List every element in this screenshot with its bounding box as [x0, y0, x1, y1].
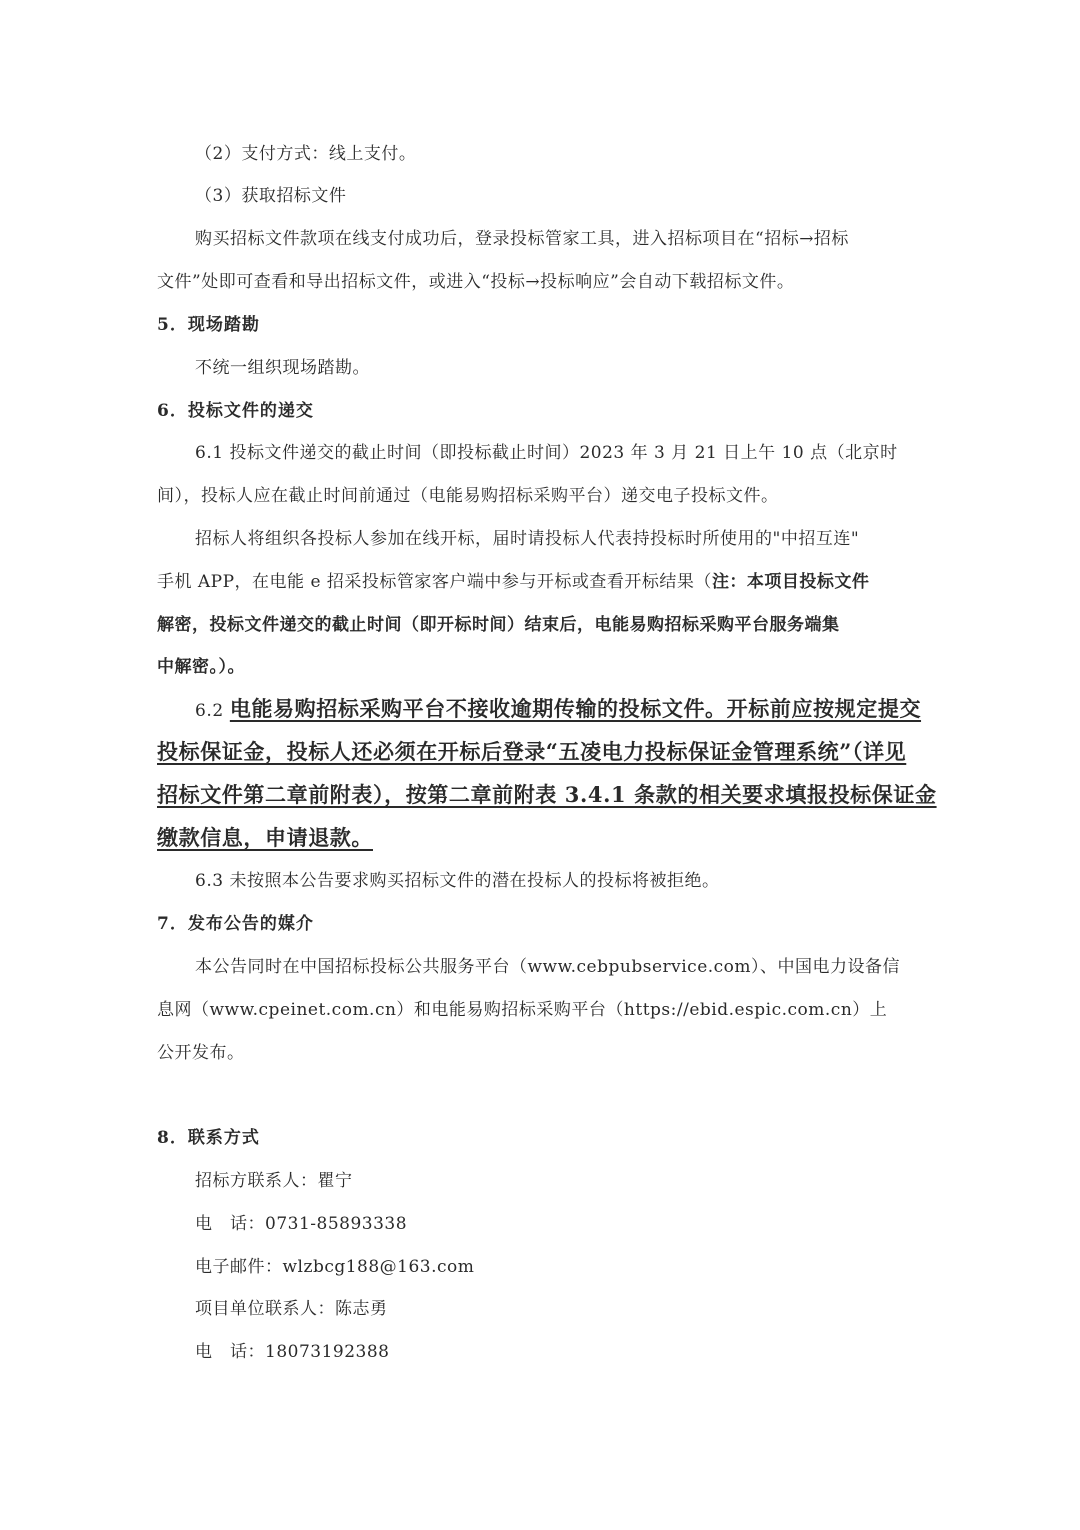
tenderer-contact-label: 招标方联系人： [195, 1171, 318, 1191]
late-submission-text3: 招标文件第二章前附表），按第二章前附表 3.4.1 条款的相关要求填报投标保证金 [157, 782, 937, 807]
payment-method-item: （2）支付方式：线上支付。 [195, 144, 417, 164]
opening-para-line3: 解密，投标文件递交的截止时间（即开标时间）结束后，电能易购招标采购平台服务端集 [157, 615, 840, 635]
deadline-para-line1: 6.1 投标文件递交的截止时间（即投标截止时间）2023 年 3 月 21 日上午 10 点（北京时 [195, 443, 898, 463]
obtain-docs-item: （3）获取招标文件 [195, 186, 347, 206]
late-submission-line2 [157, 736, 917, 768]
late-submission-text4: 缴款信息，申请退款。 [157, 825, 373, 850]
late-submission-prefix: 6.2 [195, 701, 230, 721]
opening-para-line4: 中解密。）。 [157, 657, 245, 677]
obtain-docs-para-line1: 购买招标文件款项在线支付成功后，登录投标管家工具，进入招标项目在“招标→招标 [195, 229, 849, 249]
rejection-para: 6.3 未按照本公告要求购买招标文件的潜在投标人的投标将被拒绝。 [195, 871, 720, 891]
tenderer-email-value: wlzbcg188@163.com [282, 1257, 475, 1277]
tenderer-email [195, 1254, 917, 1280]
project-contact-label: 项目单位联系人： [195, 1299, 335, 1319]
obtain-docs-para-line2: 文件”处即可查看和导出招标文件，或进入“投标→投标响应”会自动下载招标文件。 [157, 272, 795, 292]
opening-para-line1: 招标人将组织各投标人参加在线开标，届时请投标人代表持投标时所使用的"中招互连" [195, 529, 860, 549]
tenderer-contact-name: 瞿宁 [317, 1171, 353, 1191]
tenderer-email-label: 电子邮件： [195, 1257, 283, 1277]
project-contact-name: 陈志勇 [335, 1299, 388, 1319]
tenderer-phone [195, 1211, 917, 1237]
section6-heading: 6．投标文件的递交 [157, 401, 314, 421]
opening-para-note: 注：本项目投标文件 [711, 572, 870, 592]
project-phone-label: 电 话： [195, 1342, 265, 1362]
section5-heading: 5．现场踏勘 [157, 315, 260, 335]
section8-heading: 8．联系方式 [157, 1128, 260, 1148]
section7-heading: 7．发布公告的媒介 [157, 914, 314, 934]
deadline-para-line2: 间），投标人应在截止时间前通过（电能易购招标采购平台）递交电子投标文件。 [157, 486, 779, 506]
media-para-line3: 公开发布。 [157, 1043, 245, 1063]
tenderer-phone-value: 0731-85893338 [265, 1214, 408, 1234]
media-para-line2: 息网（www.cpeinet.com.cn）和电能易购招标采购平台（https://ebid.espic.com.cn）上 [157, 1000, 888, 1020]
project-phone-value: 18073192388 [265, 1342, 390, 1362]
opening-para-line2 [157, 569, 917, 595]
late-submission-line3 [157, 779, 937, 811]
late-submission-line1 [195, 693, 922, 727]
late-submission-line4 [157, 822, 917, 854]
media-para-line1: 本公告同时在中国招标投标公共服务平台（www.cebpubservice.com）、中国电力设备信 [195, 957, 901, 977]
project-contact [195, 1296, 917, 1322]
late-submission-text1: 电能易购招标采购平台不接收逾期传输的投标文件。开标前应按规定提交 [229, 696, 922, 721]
project-phone [195, 1339, 917, 1365]
opening-para-line2-normal: 手机 APP，在电能 e 招采投标管家客户端中参与开标或查看开标结果（ [157, 572, 712, 592]
late-submission-text2: 投标保证金，投标人还必须在开标后登录“五凌电力投标保证金管理系统”（详见 [157, 739, 907, 764]
tenderer-contact [195, 1168, 917, 1194]
tenderer-phone-label: 电 话： [195, 1214, 265, 1234]
section5-text: 不统一组织现场踏勘。 [195, 358, 370, 378]
